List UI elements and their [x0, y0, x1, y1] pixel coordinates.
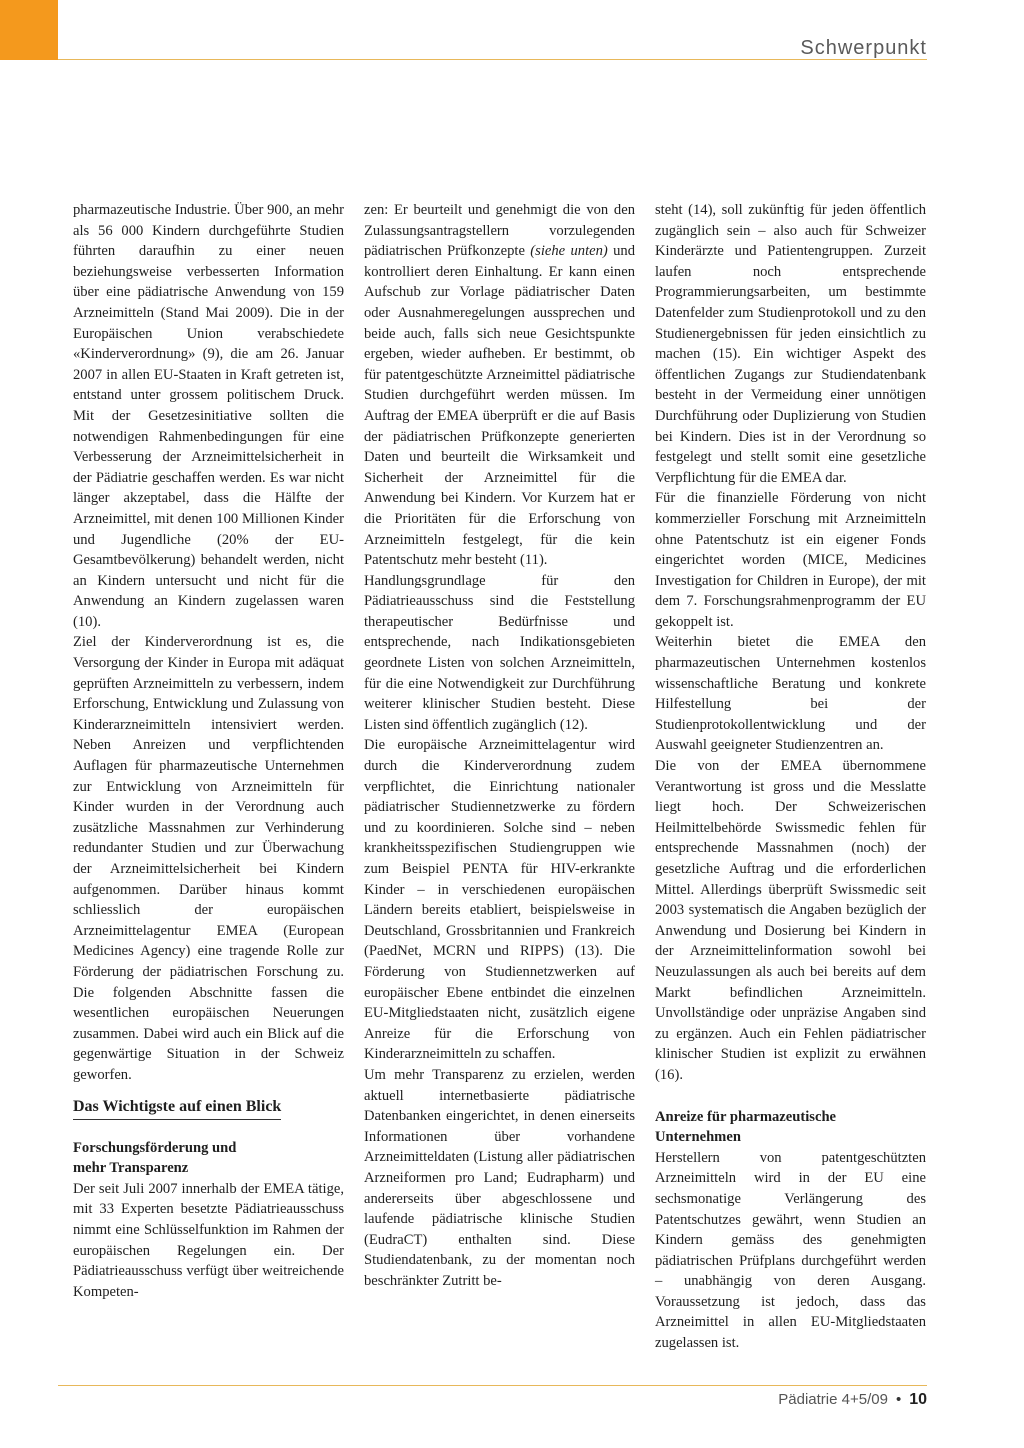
- paragraph: Ziel der Kinderverordnung ist es, die Versorgung der Kinder in Europa mit adäquat geprüften Arzneimitteln zu verbessern, indem Erforschung, Entwicklung und Zulassung von Kinderarzneimitteln intensiviert werden. Neben Anreizen und verpflichtenden Auflagen für pharmazeutische Unternehmen zur Entwicklung von Arzneimitteln für Kinder wurden in der Verordnung auch zusätzliche Massnahmen zur Verhinderung redundanter Studien und zur Überwachung der Arzneimittelsicherheit bei Kindern aufgenommen. Darüber hinaus kommt schliesslich der europäischen Arzneimittelagentur EMEA (European Medicines Agency) eine tragende Rolle zur Förderung der pädiatrischen Forschung zu. Die folgenden Abschnitte fassen die wesentlichen europäischen Neuerungen zusammen. Dabei wird auch ein Blick auf die gegenwärtige Situation in der Schweiz geworfen.: [73, 634, 344, 1083]
- paragraph: zen: Er beurteilt und genehmigt die von den Zulassungsantragstellern vorzulegenden pädiatrischen Prüfkonzepte (siehe unten) und kontrolliert deren Einhaltung. Er kann einen Aufschub zur Vorlage pädiatrischer Daten oder Ausnahmeregelungen aussprechen und beide auch, falls sich neue Gesichtspunkte ergeben, wieder aufheben. Er bestimmt, ob für patentgeschützte Arzneimittel pädiatrische Studien durchgeführt werden müssen. Im Auftrag der EMEA überprüft er die auf Basis der pädiatrischen Prüfkonzepte generierten Daten und beurteilt die Wirksamkeit und Sicherheit der Arzneimittel für die Anwendung bei Kindern. Vor Kurzem hat er die Prioritäten für die Erforschung von Arzneimitteln festgelegt, für die kein Patentschutz mehr besteht (11).: [364, 202, 635, 569]
- section-heading: Das Wichtigste auf einen Blick: [73, 1096, 281, 1120]
- paragraph: Weiterhin bietet die EMEA den pharmazeutischen Unternehmen kostenlos wissenschaftliche Beratung und konkrete Hilfestellung bei der Studienprotokollentwicklung und der Auswahl geeigneter Studienzentren an.: [655, 634, 926, 754]
- column-3: [655, 200, 926, 1354]
- journal-label: Pädiatrie 4+5/09: [778, 1391, 888, 1408]
- paragraph: Die von der EMEA übernommene Verantwortung ist gross und die Messlatte liegt hoch. Der Schweizerischen Heilmittelbehörde Swissmedic fehlen für entsprechende Massnahmen (noch) der gesetzliche Auftrag und die erforderlichen Mittel. Allerdings überprüft Swissmedic seit 2003 systematisch die Angaben bezüglich der Anwendung und Dosierung bei Kindern in der Arzneimittelinformation sowohl bei Neuzulassungen als auch bei bereits auf dem Markt befindlichen Arzneimitteln. Unvollständige oder unpräzise Angaben sind zu ergänzen. Auch ein Fehlen pädiatrischer klinischer Studien ist explizit zu erwähnen (16).: [655, 758, 926, 1083]
- paragraph: Herstellern von patentgeschützten Arzneimitteln wird in der EU eine sechsmonatige Verlängerung des Patentschutzes gewährt, wenn Studien an Kindern gemäss des genehmigten pädiatrischen Prüfplans durchgeführt werden – unabhängig von deren Ausgang. Voraussetzung ist jedoch, dass das Arzneimittel in allen EU-Mitgliedstaaten zugelassen ist.: [655, 1149, 926, 1352]
- paragraph: Handlungsgrundlage für den Pädiatrieausschuss sind die Feststellung therapeutischer Bedürfnisse und entsprechende, nach Indikationsgebieten geordnete Listen von solchen Arzneimitteln, für die eine Notwendigkeit zur Durchführung weiterer klinischer Studien besteht. Diese Listen sind öffentlich zugänglich (12).: [364, 572, 635, 733]
- column-1: [73, 200, 344, 1302]
- page-number: 10: [909, 1391, 927, 1408]
- paragraph: Für die finanzielle Förderung von nicht kommerzieller Forschung mit Arzneimitteln ohne Patentschutz ist ein eigener Fonds eingerichtet worden (MICE, Medicines Investigation for Children in Europe), der mit dem 7. Forschungsrahmenprogramm der EU gekoppelt ist.: [655, 490, 926, 630]
- orange-corner-block: [0, 0, 58, 60]
- header-rule: [58, 59, 927, 60]
- subheading: Forschungsförderung und mehr Transparenz: [73, 1139, 237, 1177]
- footer-rule: [58, 1385, 927, 1386]
- italic-note: (siehe unten): [530, 243, 608, 260]
- paragraph: pharmazeutische Industrie. Über 900, an mehr als 56 000 Kindern durchgeführte Studien führten daraufhin zu einer neuen beziehungsweise verbesserten Information über eine pädiatrische Anwendung von 159 Arzneimitteln (Stand Mai 2009). Die in der Europäischen Union verabschiedete «Kinderverordnung» (9), die am 26. Januar 2007 in allen EU-Staaten in Kraft getreten ist, entstand unter grossem politischem Druck. Mit der Gesetzesinitiative sollten die notwendigen Rahmenbedingungen für eine Verbesserung der Arzneimittelsicherheit in der Pädiatrie geschaffen werden. Es war nicht länger akzeptabel, dass die Hälfte der Arzneimittel, mit denen 100 Millionen Kinder und Jugendliche (20% der EU-Gesamtbevölkerung) behandelt werden, nicht an Kindern untersucht und nicht für die Anwendung an Kindern zugelassen waren (10).: [73, 202, 344, 630]
- paragraph: Um mehr Transparenz zu erzielen, werden aktuell internetbasierte pädiatrische Datenbanken eingerichtet, in denen einerseits Informationen über vorhandene Arzneimitteldaten (Listung aller pädiatrischen Arzneiformen pro Land; Eudrapharm) und andererseits über abgeschlossene und laufende pädiatrische klinische Studien (EudraCT) enthalten sind. Diese Studiendatenbank, zu der momentan noch beschränkter Zutritt be-: [364, 1066, 635, 1289]
- paragraph: Der seit Juli 2007 innerhalb der EMEA tätige, mit 33 Experten besetzte Pädiatrieausschuss nimmt eine Schlüsselfunktion im Rahmen der europäischen Regelungen ein. Der Pädiatrieausschuss verfügt über weitreichende Kompeten-: [73, 1180, 344, 1300]
- section-label: Schwerpunkt: [800, 37, 927, 59]
- page-footer: [778, 1391, 927, 1409]
- paragraph: Die europäische Arzneimittelagentur wird durch die Kinderverordnung zudem verpflichtet, die Einrichtung nationaler pädiatrischer Studiennetzwerke zu fördern und zu koordinieren. Solche sind – neben krankheitsspezifischen Studiengruppen wie zum Beispiel PENTA für HIV-erkrankte Kinder – in verschiedenen europäischen Ländern bereits etabliert, beispielsweise in Deutschland, Grossbritannien und Frankreich (PaedNet, MCRN und RIPPS) (13). Die Förderung von Studiennetzwerken auf europäischer Ebene entbindet die einzelnen EU-Mitgliedstaaten nicht, zusätzlich eigene Anreize für die Erforschung von Kinderarzneimitteln zu schaffen.: [364, 737, 635, 1063]
- subheading: Anreize für pharmazeutische Unternehmen: [655, 1108, 837, 1146]
- paragraph: steht (14), soll zukünftig für jeden öffentlich zugänglich sein – also auch für Schweizer Kinderärzte und Patientengruppen. Zurzeit laufen noch entsprechende Programmierungsarbeiten, um bestimmte Datenfelder zum Studienprotokoll und zu den Studienergebnissen für jeden einsichtlich zu machen (15). Ein wichtiger Aspekt des öffentlichen Zugangs zur Studiendatenbank besteht in der Vermeidung einer unnötigen Durchführung oder Duplizierung von Studien bei Kindern. Dies ist in der Verordnung so festgelegt und stellt somit eine gesetzliche Verpflichtung für die EMEA dar.: [655, 202, 926, 486]
- bullet-separator: •: [895, 1391, 902, 1408]
- column-2: [364, 200, 635, 1291]
